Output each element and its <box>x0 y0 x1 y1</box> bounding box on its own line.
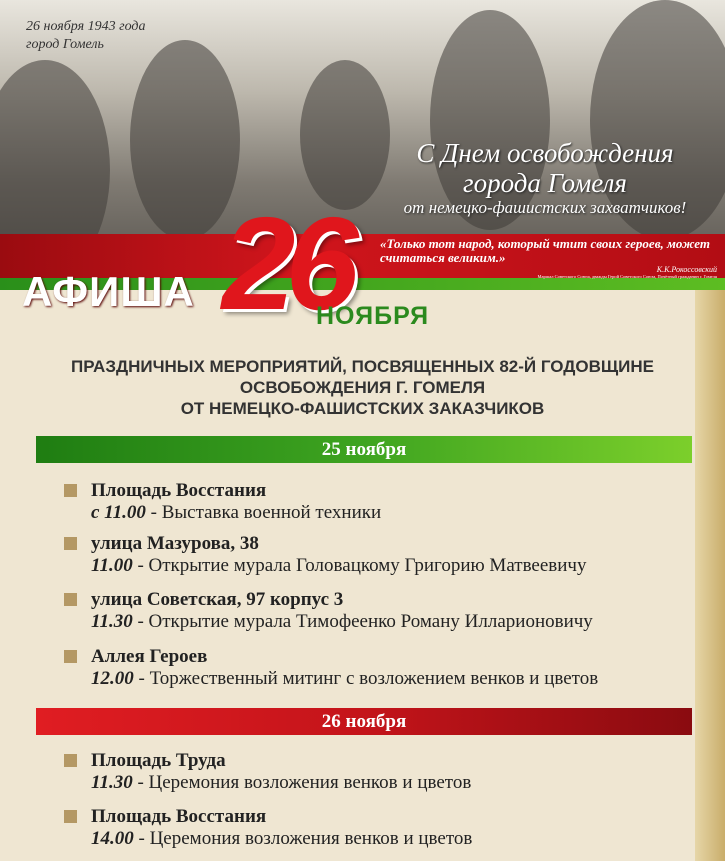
event-text: - Церемония возложения венков и цветов <box>133 828 473 849</box>
caption-city: город Гомель <box>26 37 104 52</box>
event-time: с 11.00 <box>91 502 146 523</box>
event-text: - Торжественный митинг с возложением венков и цветов <box>133 668 599 689</box>
event-text: - Открытие мурала Тимофеенко Роману Илларионовичу <box>132 611 593 632</box>
event-item <box>64 806 472 850</box>
event-time: 12.00 <box>91 668 134 689</box>
event-place: Площадь Восстания <box>91 480 267 501</box>
quote-author: К.К.Рокоссовский <box>656 265 717 274</box>
heading-line3: ОТ НЕМЕЦКО-ФАШИСТСКИХ ЗАКАЗЧИКОВ <box>180 399 545 418</box>
month-label: НОЯБРЯ <box>316 302 430 330</box>
greeting-line3: от немецко-фашистских захватчиков! <box>403 198 687 217</box>
greeting-line2: города Гомеля <box>463 168 627 198</box>
event-description <box>64 668 598 690</box>
bullet-icon <box>64 537 77 550</box>
event-place: Площадь Восстания <box>91 806 267 827</box>
page-heading <box>0 356 725 419</box>
event-place: улица Советская, 97 корпус 3 <box>91 589 344 610</box>
event-time: 11.00 <box>91 555 133 576</box>
quote-text: «Только тот народ, который чтит своих героев, может считаться великим.» <box>380 236 710 265</box>
greeting-line1: С Днем освобождения <box>416 138 674 168</box>
quote-author-title: Маршал Советского Союза, дважды Герой Советского Союза, Почётный гражданин г. Гомеля <box>537 274 717 279</box>
event-place: улица Мазурова, 38 <box>91 533 259 554</box>
bullet-icon <box>64 810 77 823</box>
day-header-25: 25 ноября <box>36 436 692 463</box>
event-description <box>64 555 587 577</box>
event-description <box>64 772 471 794</box>
event-description <box>64 611 593 633</box>
event-item <box>64 750 471 794</box>
greeting <box>385 138 705 218</box>
event-item <box>64 589 593 633</box>
bullet-icon <box>64 754 77 767</box>
event-text: - Открытие мурала Головацкому Григорию Матвеевичу <box>132 555 587 576</box>
heading-line1: ПРАЗДНИЧНЫХ МЕРОПРИЯТИЙ, ПОСВЯЩЕННЫХ 82-Й ГОДОВЩИНЕ <box>70 357 655 376</box>
bullet-icon <box>64 593 77 606</box>
caption-date: 26 ноября 1943 года <box>26 19 146 34</box>
day-header-26: 26 ноября <box>36 708 692 735</box>
event-time: 11.30 <box>91 772 133 793</box>
historical-photo <box>0 0 725 262</box>
event-place: Аллея Героев <box>91 646 208 667</box>
bullet-icon <box>64 650 77 663</box>
photo-caption <box>26 18 146 54</box>
event-text: - Церемония возложения венков и цветов <box>132 772 472 793</box>
event-description <box>64 502 381 524</box>
event-item <box>64 480 381 524</box>
event-text: - Выставка военной техники <box>145 502 382 523</box>
bullet-icon <box>64 484 77 497</box>
afisha-title: АФИША <box>22 268 195 315</box>
event-item <box>64 646 598 690</box>
event-time: 14.00 <box>91 828 134 849</box>
event-time: 11.30 <box>91 611 133 632</box>
event-item <box>64 533 587 577</box>
big-day-number: 26 <box>222 190 349 337</box>
event-place: Площадь Труда <box>91 750 226 771</box>
heading-line2: ОСВОБОЖДЕНИЯ Г. ГОМЕЛЯ <box>239 378 486 397</box>
event-description <box>64 828 472 850</box>
